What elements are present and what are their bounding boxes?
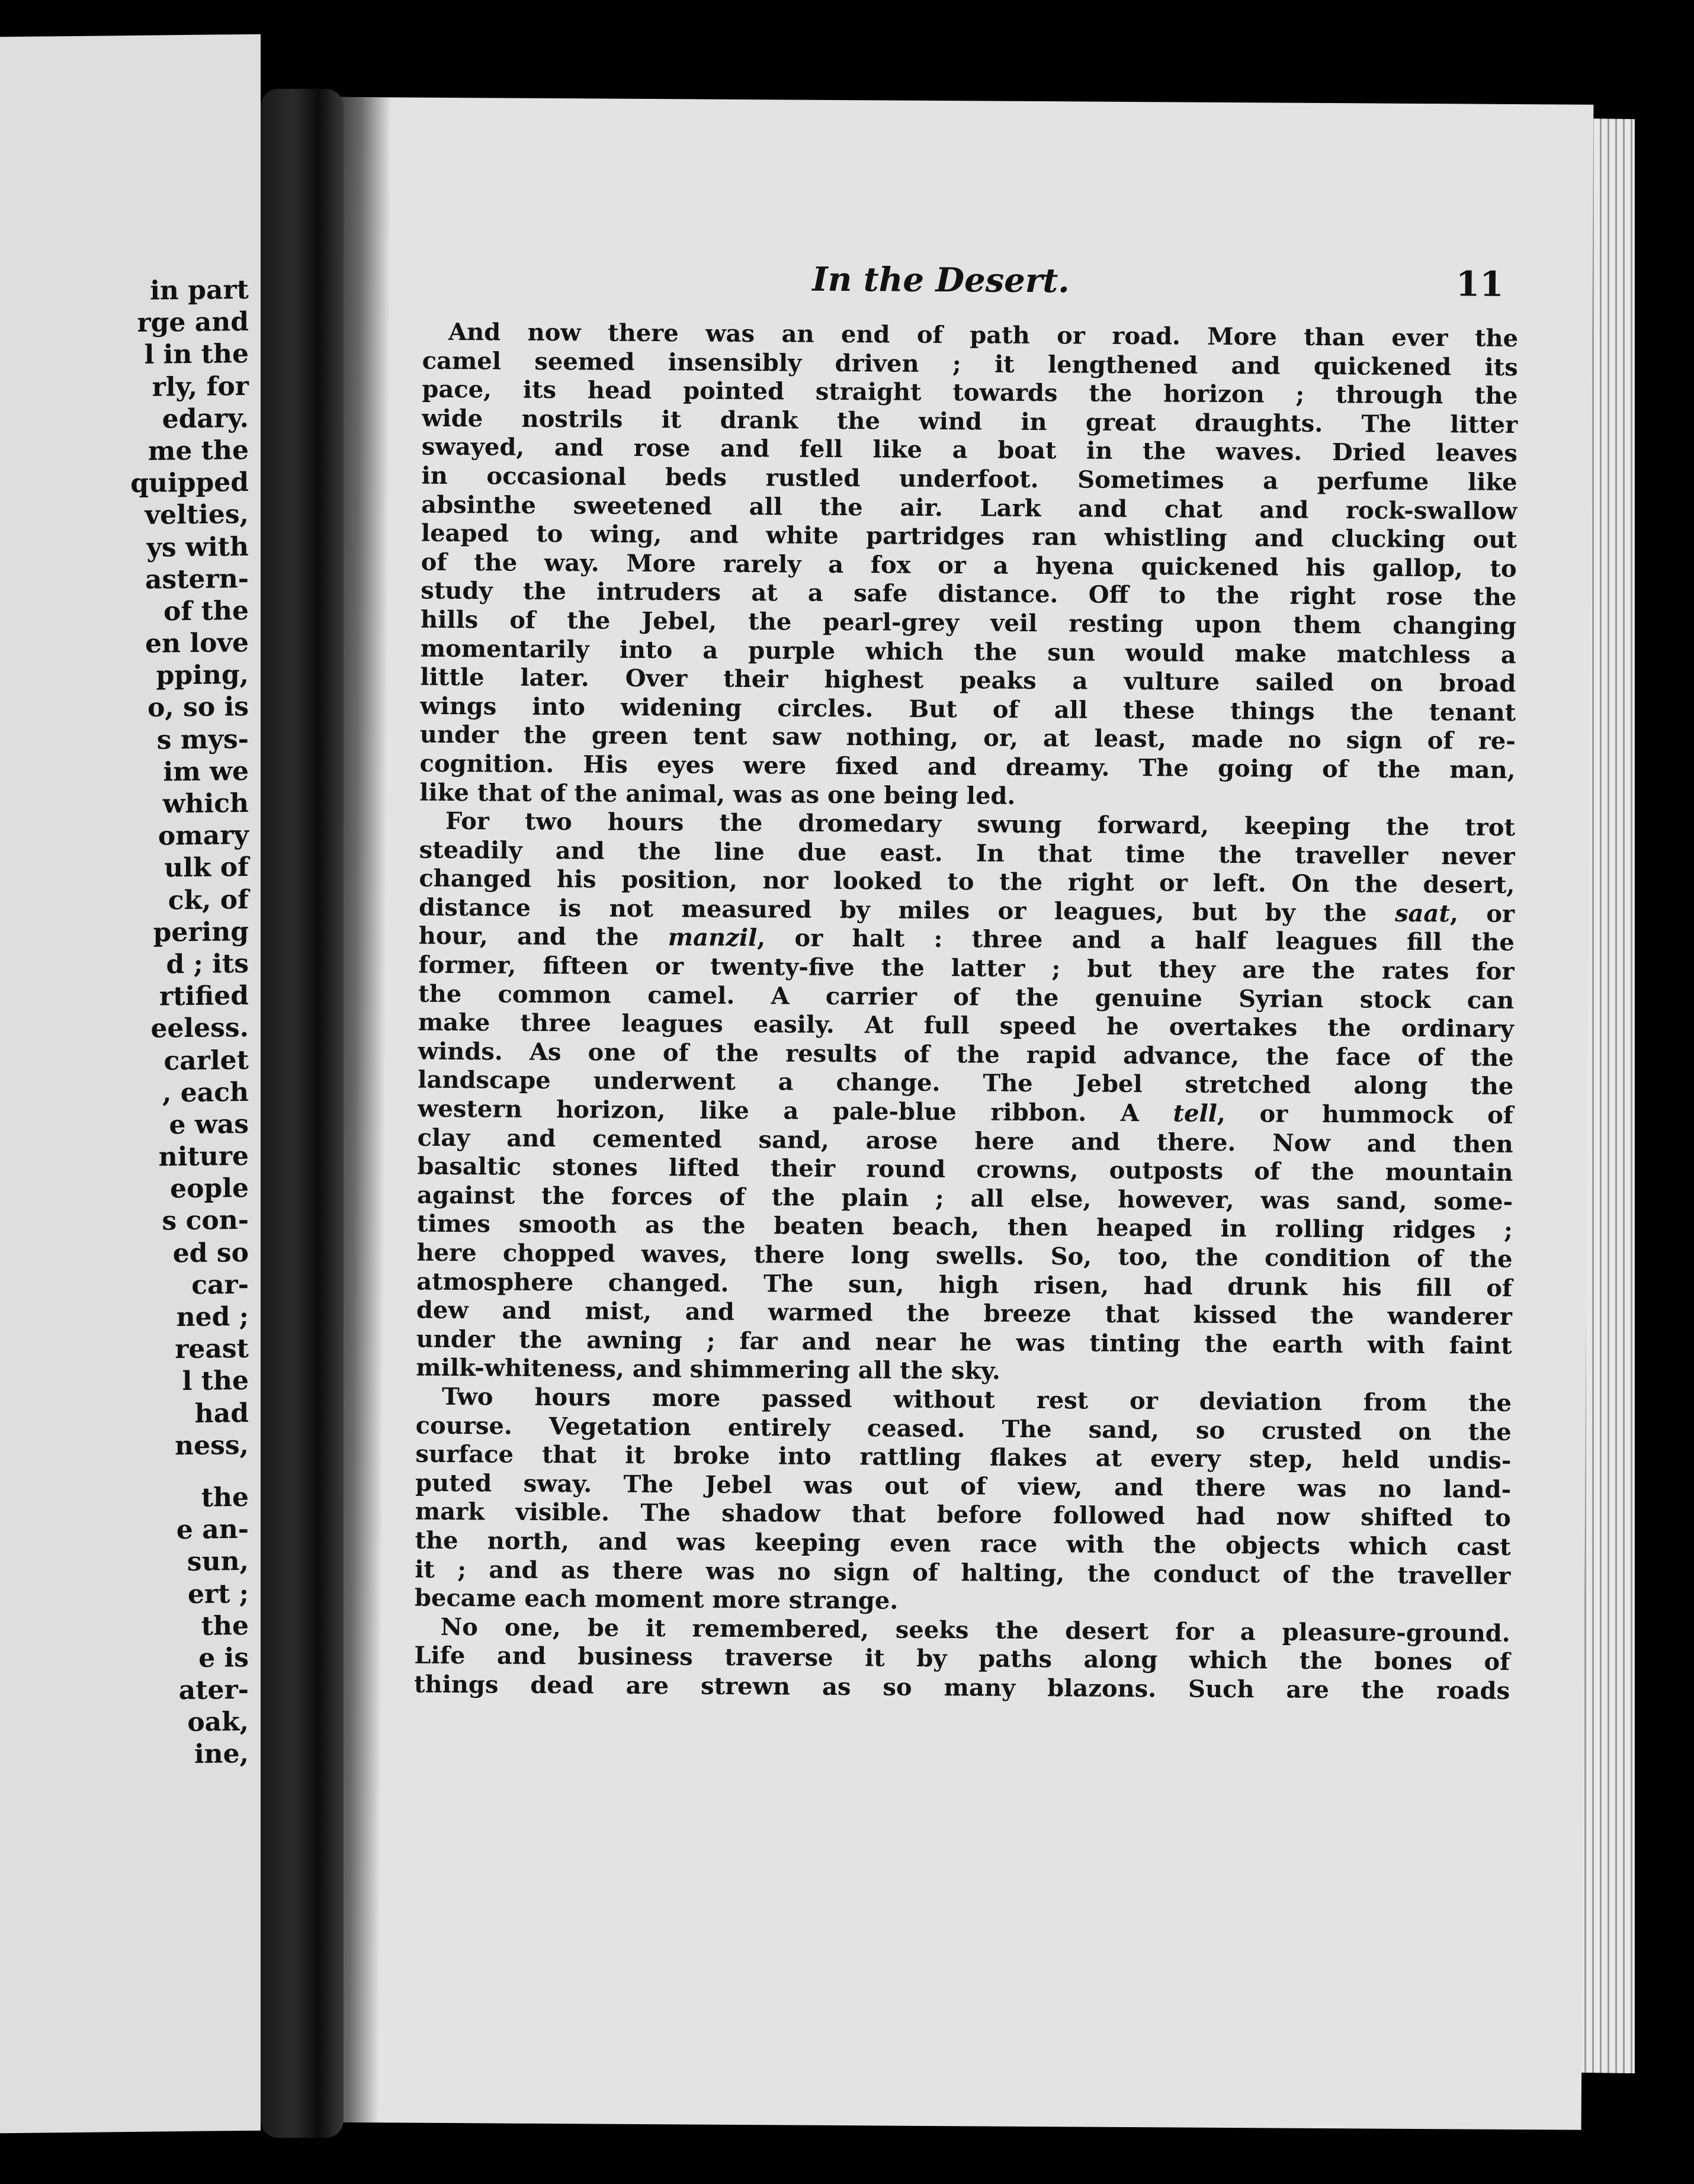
text-line: No one, be it remembered, seeks the desert for a pleasure-ground.: [440, 1613, 1510, 1647]
left-page-line: e is: [198, 1642, 249, 1674]
left-page-line: carlet: [163, 1045, 249, 1076]
left-page-line: en love: [145, 627, 249, 659]
text-line: western horizon, like a pale-blue ribbon. A tell, or hummock of: [417, 1094, 1514, 1129]
left-page-line: ed so: [172, 1237, 249, 1268]
text-line: Two hours more passed without rest or deviation from the: [441, 1382, 1512, 1417]
left-page-line: oak,: [187, 1707, 249, 1738]
left-page-line: ulk of: [164, 852, 249, 884]
text-line: things dead are strewn as so many blazons. Such are the roads: [413, 1670, 1510, 1705]
italic-term: tell: [1173, 1099, 1218, 1128]
left-page-line: eeless.: [150, 1013, 249, 1044]
text-line: camel seemed insensibly driven ; it lengthened and quickened its: [422, 346, 1518, 381]
left-page-line: reast: [175, 1334, 249, 1365]
left-page-line: sun,: [187, 1546, 249, 1578]
left-page-line: eople: [170, 1173, 249, 1205]
text-line: little later. Over their highest peaks a vulture sailed on broad: [420, 663, 1516, 698]
text-line: wings into widening circles. But of all these things the tenant: [420, 692, 1516, 727]
left-page-line: e an-: [176, 1514, 249, 1546]
text-line: course. Vegetation entirely ceased. The sand, so crusted on the: [415, 1411, 1512, 1446]
left-page-line: the: [201, 1610, 249, 1642]
text-line: against the forces of the plain ; all else, however, was sand, some-: [416, 1181, 1513, 1216]
text-line: mark visible. The shadow that before followed had now shifted to: [415, 1497, 1511, 1533]
left-page-line: s con-: [162, 1205, 249, 1236]
text-line: times smooth as the beaten beach, then heaped in rolling ridges ;: [416, 1210, 1513, 1245]
left-page-line: car-: [191, 1269, 249, 1300]
text-line: dew and mist, and warmed the breeze that kissed the wanderer: [416, 1296, 1513, 1331]
text-line: became each moment more strange.: [414, 1584, 899, 1615]
left-page-line: rge and: [137, 307, 249, 339]
text-line: hour, and the manzil, or halt : three and a half leagues fill the: [418, 922, 1515, 957]
text-line: under the awning ; far and near he was tinting the earth with faint: [416, 1325, 1512, 1360]
text-line: momentarily into a purple which the sun would make matchless a: [420, 634, 1516, 669]
text-line: leaped to wing, and white partridges ran whistling and clucking out: [421, 519, 1517, 554]
left-page-line: , each: [162, 1077, 249, 1109]
left-page-line: the: [201, 1482, 249, 1513]
left-page-line: of the: [163, 595, 249, 627]
binding-gutter: [261, 89, 344, 2138]
text-line: here chopped waves, there long swells. So, too, the condition of the: [416, 1238, 1513, 1273]
left-page-line: ness,: [175, 1430, 249, 1461]
text-line: former, fifteen or twenty-five the latter ; but they are the rates for: [418, 950, 1515, 986]
text-line: hills of the Jebel, the pearl-grey veil resting upon them changing: [420, 605, 1517, 640]
text-line: the north, and was keeping even race with the objects which cast: [415, 1526, 1511, 1561]
left-page-line: pping,: [156, 660, 249, 691]
left-page-line: edary.: [162, 403, 249, 435]
text-line: the common camel. A carrier of the genuine Syrian stock can: [418, 979, 1515, 1014]
left-page-line: pering: [153, 916, 249, 948]
text-line: study the intruders at a safe distance. Off to the right rose the: [421, 577, 1517, 612]
text-line: make three leagues easily. At full speed he overtakes the ordinary: [418, 1008, 1515, 1043]
text-line: in occasional beds rustled underfoot. Sometimes a perfume like: [421, 461, 1517, 496]
left-page-line: which: [162, 788, 249, 820]
text-line: winds. As one of the results of the rapid advance, the face of the: [418, 1037, 1514, 1072]
text-line: And now there was an end of path or road. More than ever the: [448, 317, 1519, 352]
left-page-line: rly, for: [152, 371, 249, 403]
left-facing-page: [0, 34, 261, 2134]
text-line: swayed, and rose and fell like a boat in the waves. Dried leaves: [421, 433, 1517, 468]
text-line: atmosphere changed. The sun, high risen, had drunk his fill of: [416, 1267, 1513, 1302]
running-head: [378, 257, 1504, 317]
text-line: absinthe sweetened all the air. Lark and chat and rock-swallow: [421, 490, 1517, 525]
text-line: For two hours the dromedary swung forward, keeping the trot: [445, 807, 1516, 842]
text-line: distance is not measured by miles or leagues, but by the saat, or: [418, 893, 1515, 928]
text-line: it ; and as there was no sign of halting, the conduct of the traveller: [415, 1555, 1511, 1590]
left-page-line: ater-: [178, 1674, 249, 1706]
text-line: puted sway. The Jebel was out of view, and there was no land-: [415, 1469, 1512, 1504]
left-page-line: ck, of: [168, 884, 249, 916]
italic-term: manzil: [668, 923, 758, 952]
text-line: under the green tent saw nothing, or, at least, made no sign of re-: [419, 720, 1516, 756]
text-line: of the way. More rarely a fox or a hyena quickened his gallop, to: [421, 548, 1517, 583]
page-header-title: In the Desert.: [812, 259, 1070, 301]
text-line: changed his position, nor looked to the right or left. On the desert,: [419, 864, 1515, 900]
text-line: surface that it broke into rattling flakes at every step, held undis-: [415, 1440, 1512, 1475]
left-page-line: astern-: [145, 563, 249, 595]
text-line: steadily and the line due east. In that time the traveller never: [419, 836, 1515, 871]
left-page-line: e was: [169, 1109, 249, 1141]
text-line: milk-whiteness, and shimmering all the sky.: [416, 1354, 1000, 1386]
text-line: pace, its head pointed straight towards the horizon ; through the: [422, 375, 1518, 410]
left-page-line: in part: [150, 274, 249, 306]
left-page-line: ine,: [194, 1739, 249, 1770]
left-page-line: o, so is: [147, 692, 249, 724]
left-page-line: niture: [158, 1141, 249, 1173]
text-line: like that of the animal, was as one being led.: [419, 778, 1016, 810]
left-page-line: omary: [158, 820, 249, 852]
italic-term: saat: [1394, 899, 1451, 928]
text-line: cognition. His eyes were fixed and dreamy. The going of the man,: [419, 749, 1516, 784]
left-page-line: d ; its: [166, 948, 249, 980]
left-page-line: l the: [182, 1366, 249, 1397]
left-page-gap: [0, 1462, 249, 1484]
left-page-line: me the: [147, 435, 249, 467]
left-page-line: im we: [163, 756, 249, 788]
text-line: Life and business traverse it by paths along which the bones of: [414, 1641, 1510, 1676]
body-text: [414, 318, 1518, 1706]
page-number: 11: [1455, 264, 1504, 304]
text-line: clay and cemented sand, arose here and there. Now and then: [417, 1123, 1513, 1158]
left-page-line: quipped: [130, 467, 249, 499]
left-page-text: [0, 274, 249, 1773]
left-page-line: rtified: [159, 981, 249, 1012]
left-page-line: ys with: [146, 531, 249, 563]
left-page-line: velties,: [145, 499, 249, 531]
left-page-line: ned ;: [176, 1301, 249, 1333]
text-line: basaltic stones lifted their round crowns, outposts of the mountain: [417, 1152, 1513, 1187]
left-page-line: l in the: [144, 339, 249, 371]
text-line: wide nostrils it drank the wind in great draughts. The litter: [422, 404, 1518, 439]
left-page-line: had: [194, 1398, 249, 1429]
left-page-line: ert ;: [187, 1578, 249, 1610]
text-line: landscape underwent a change. The Jebel stretched along the: [418, 1066, 1514, 1101]
book-page: [278, 97, 1594, 2130]
left-page-line: s mys-: [156, 724, 249, 756]
